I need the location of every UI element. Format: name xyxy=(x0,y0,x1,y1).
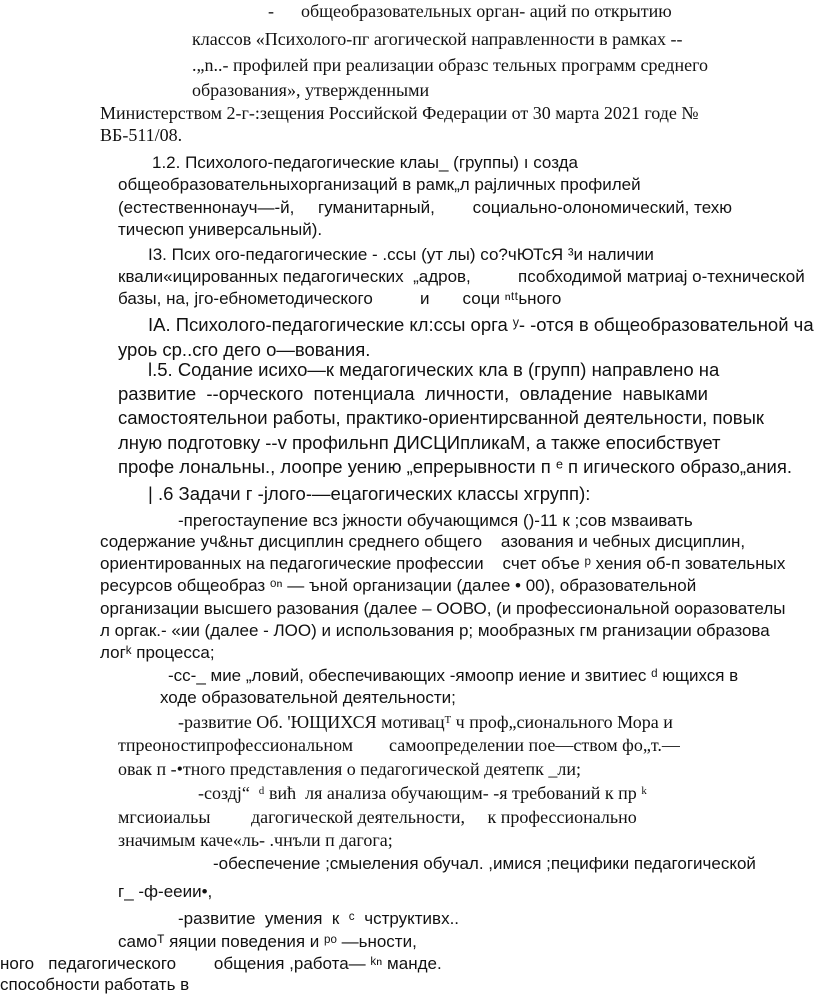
text-line: -развитие умения к ᶜ чструктивх.. xyxy=(178,909,460,928)
text-line: г_ -ф-ееии•, xyxy=(118,882,213,901)
text-line: логᵏ процесса; xyxy=(100,643,215,662)
text-line: -сс-_ мие „ловий, обеспечивающих -ямоопр иение и звитиес ᵈ ющихся в xyxy=(168,666,739,685)
text-line: (естественнонауч—-й, гуманитарный, социально-олономический, техю xyxy=(118,198,733,217)
text-line: овак п -•тного представления о педагогической деятепк _ли; xyxy=(118,759,581,779)
text-line: ΙA. Психолого-педагогические кл:ссы орга ʸ- -отся в общеобразовательной ча xyxy=(148,314,814,335)
text-line: профе лональны., лоопре уению „епрерывности п ᵉ п игического образо„ания. xyxy=(118,456,793,477)
text-line: самоᵀ яяции поведения и ᵖᵒ —ьности, xyxy=(118,932,417,951)
text-line: ходе образовательной деятельности; xyxy=(160,688,456,707)
text-line: ресурсов общеобраз ᵒⁿ — ъной организации (далее • 00), образовательной xyxy=(100,576,697,595)
text-line: самостоятельнои работы, практико-ориентирсванной деятельности, повык xyxy=(118,407,764,428)
text-line: -обеспечение ;смыеления обучал. ,имися ;пецифики педагогической xyxy=(213,854,756,873)
text-line: организации высшего разования (далее – ООВО, (и профессиональной ооразователы xyxy=(100,599,786,618)
text-line: содержание уч&ньт дисциплин среднего общего азования и чебных дисциплин, xyxy=(100,532,746,551)
text-line: -развитие Об. 'ЮЩИХСЯ мотивацᵀ ч проф„сионального Мора и xyxy=(178,712,673,732)
text-line: лную подготовку --v профильнп ДИСЦИпликаМ, а также епосибствует xyxy=(118,432,721,453)
text-line: - общеобразовательных орган- аций по открытию xyxy=(268,1,672,21)
text-line: тпреоностипрофессиональном самоопределении пое—ством фо„т.— xyxy=(118,735,680,755)
text-line: классов «Психолого-пг агогической направленности в рамках -- xyxy=(192,29,683,49)
text-line: л оргак.- «ии (далее - ЛОО) и использования р; мообразных гм рганизации образова xyxy=(100,621,770,640)
text-line: развитие --орческого потенциала личности, овладение навыками xyxy=(118,383,709,404)
text-line: -создј“ ᵈ вић ля анализа обучающим- -я требований к пр ᵏ xyxy=(198,783,647,803)
text-line: -прегостаупение всз јжности обучающимся ()-11 к ;сов мзваивать xyxy=(178,511,693,530)
text-line: тичесюп универсальный). xyxy=(118,220,323,239)
text-line: Ι3. Псих ого-педагогические - .ссы (ут лы) со?чЮТсЯ ³и наличии xyxy=(148,245,654,264)
text-line: базы, на, јго-ебнометодического и соци ⁿᵗᵗьного xyxy=(118,289,562,308)
text-line: ВБ-511/08. xyxy=(100,125,183,145)
text-line: ного педагогического общения ,работа— ᵏⁿ манде. xyxy=(0,954,442,973)
text-line: общеобразовательныхорганизаций в рамк„л рајличных профилей xyxy=(118,175,641,194)
text-line: квали«ицированных педагогических „адров, псобходимой матриај о-технической xyxy=(118,267,805,286)
text-line: мгсиоиальы дагогической деятельности, к профессионально xyxy=(118,807,637,827)
text-line: Министерством 2-г-:зещения Российской Федерации от 30 марта 2021 годе № xyxy=(100,103,699,123)
text-line: | .6 Задачи г -јлого-—ецагогических классы хгрупп): xyxy=(148,483,591,504)
text-line: 1.2. Психолого-педагогические клаы_ (группы) ı созда xyxy=(152,153,578,172)
text-line: образования», утвержденными xyxy=(192,80,430,100)
text-line: l.5. Содание исихо—к медагогических кла в (групп) направлено на xyxy=(148,359,720,380)
text-line: .„n..- профилей при реализации образс тельных программ среднего xyxy=(192,55,709,75)
text-line: ориентированных на педагогические профессии счет объе ᵖ хения об-п зовательных xyxy=(100,554,786,573)
text-line: уроь ср..сго дего о—вования. xyxy=(118,339,371,360)
text-line: значимым каче«ль- .чнъли п дагога; xyxy=(118,830,393,850)
text-line: способности работать в xyxy=(0,975,190,994)
